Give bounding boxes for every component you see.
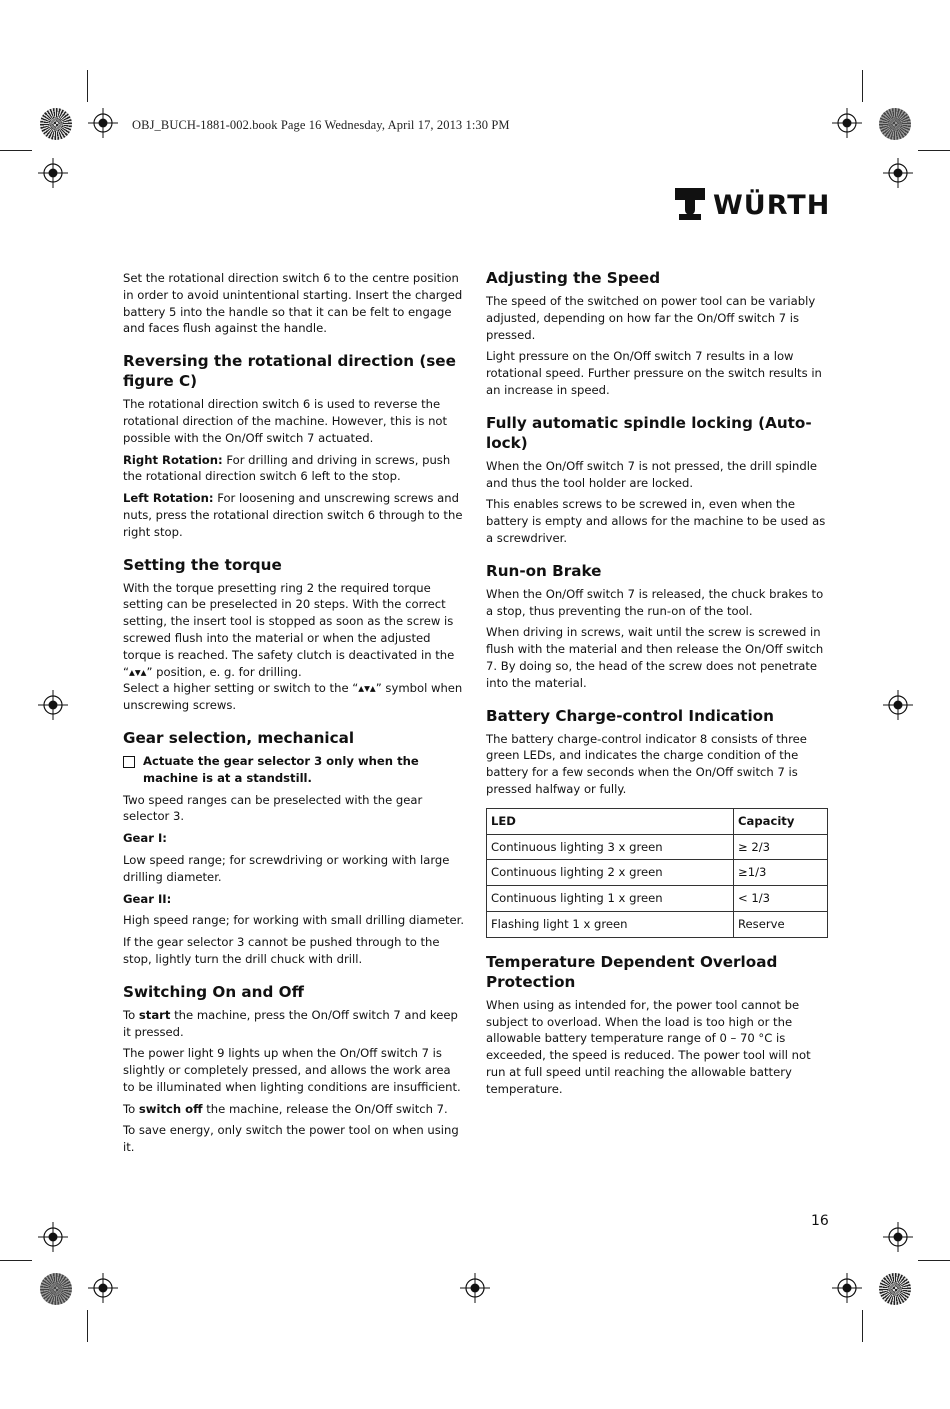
- right-rotation-label: Right Rotation:: [123, 452, 223, 467]
- section-title-reversing: Reversing the rotational direction (see figure C): [123, 352, 456, 391]
- battery-table: [486, 808, 828, 938]
- brand-wordmark: WÜRTH: [713, 189, 831, 221]
- start-keyword: start: [138, 1007, 171, 1022]
- table-cell: Continuous lighting 1 x green: [487, 886, 734, 912]
- torque-paragraph: With the torque presetting ring 2 the required torque setting can be preselected in 20 steps. With the correct setting, the insert tool is stopped as soon as the screw is screwed flush into the material or when the adjusted torque is reached. The safety clutch is deactivated in the “▴▾▴” position, e. g. for drilling.: [123, 580, 455, 679]
- right-rotation-paragraph: [123, 452, 465, 486]
- crop-line: [862, 70, 863, 102]
- left-column: [123, 270, 465, 1161]
- registration-mark-icon: [832, 108, 862, 138]
- crop-line: [87, 70, 88, 102]
- registration-mark-icon: [460, 1273, 490, 1303]
- power-light-paragraph: The power light 9 lights up when the On/Off switch 7 is slightly or completely pressed, and allows the work area to be illuminated when lighting conditions are insufficient.: [123, 1046, 461, 1094]
- section-title-torque: Setting the torque: [123, 555, 282, 574]
- torque-paragraph-2: Select a higher setting or switch to the “▴▾▴” symbol when unscrewing screws.: [123, 681, 463, 713]
- registration-mark-icon: [38, 158, 68, 188]
- text-fragment: the machine, release the On/Off switch 7.: [202, 1101, 448, 1116]
- switch-off-paragraph: [123, 1101, 465, 1118]
- brake-paragraph-2: When driving in screws, wait until the screw is screwed in flush with the material and then release the On/Off switch 7. By doing so, the head of the screw does not penetrate into the material.: [486, 625, 824, 690]
- table-header: Capacity: [734, 808, 828, 834]
- switch-off-keyword: switch off: [138, 1101, 203, 1116]
- gear-paragraph-2: If the gear selector 3 cannot be pushed through to the stop, lightly turn the drill chuck with drill.: [123, 935, 440, 966]
- gear-paragraph: Two speed ranges can be preselected with the gear selector 3.: [123, 792, 423, 824]
- right-rotation-text: For drilling and driving in screws, push the rotational direction switch 6 left to the stop.: [123, 452, 451, 484]
- gear-2-text: High speed range; for working with small drilling diameter.: [123, 913, 465, 928]
- table-cell: < 1/3: [734, 886, 828, 912]
- wurth-logo-icon: [675, 188, 705, 222]
- table-row: [487, 911, 828, 937]
- registration-mark-icon: [38, 690, 68, 720]
- table-cell: Flashing light 1 x green: [487, 911, 734, 937]
- intro-paragraph: Set the rotational direction switch 6 to the centre position in order to avoid unintentional starting. Insert the charged battery 5 into the handle so that it can be felt to engage and faces flush against the handle.: [123, 271, 463, 336]
- crop-line: [918, 150, 950, 151]
- left-rotation-paragraph: [123, 490, 465, 540]
- starburst-mark-icon: [40, 1273, 72, 1305]
- gear-warning-text: Actuate the gear selector 3 only when the machine is at a standstill.: [143, 753, 419, 785]
- section-title-brake: Run-on Brake: [486, 561, 602, 580]
- registration-mark-icon: [38, 1222, 68, 1252]
- section-title-gear: Gear selection, mechanical: [123, 728, 355, 747]
- text-fragment: the machine, press the On/Off switch 7 and keep it pressed.: [123, 1007, 458, 1039]
- registration-mark-icon: [88, 1273, 118, 1303]
- registration-mark-icon: [883, 158, 913, 188]
- starburst-mark-icon: [879, 108, 911, 140]
- print-header: OBJ_BUCH-1881-002.book Page 16 Wednesday, April 17, 2013 1:30 PM: [132, 118, 510, 132]
- autolock-paragraph: When the On/Off switch 7 is not pressed, the drill spindle and thus the tool holder are locked.: [486, 458, 818, 490]
- crop-line: [862, 1310, 863, 1342]
- registration-mark-icon: [883, 690, 913, 720]
- table-cell: ≥ 2/3: [734, 834, 828, 860]
- crop-line: [0, 1260, 32, 1261]
- gear-2-label: Gear II:: [123, 891, 172, 906]
- section-title-autolock: Fully automatic spindle locking (Auto-lock): [486, 413, 812, 452]
- overload-paragraph: When using as intended for, the power tool cannot be subject to overload. When the load is too high or the allowable battery temperature range of 0 – 70 °C is exceeded, the speed is reduced. The power tool will not run at full speed until reaching the allowable battery temperature.: [486, 997, 811, 1096]
- table-header-row: [487, 808, 828, 834]
- section-title-battery: Battery Charge-control Indication: [486, 706, 774, 725]
- battery-paragraph: The battery charge-control indicator 8 consists of three green LEDs, and indicates the charge condition of the battery for a few seconds when the On/Off switch 7 is pressed halfway or fully.: [486, 731, 807, 796]
- table-row: [487, 886, 828, 912]
- right-column: [486, 268, 828, 1103]
- table-cell: Continuous lighting 3 x green: [487, 834, 734, 860]
- text-fragment: To: [123, 1007, 139, 1022]
- table-cell: ≥1/3: [734, 860, 828, 886]
- starburst-mark-icon: [879, 1273, 911, 1305]
- switch-on-paragraph: [123, 1007, 465, 1041]
- table-row: [487, 860, 828, 886]
- left-rotation-text: For loosening and unscrewing screws and nuts, press the rotational direction switch 6 through to the right stop.: [123, 491, 463, 539]
- speed-paragraph-2: Light pressure on the On/Off switch 7 results in a low rotational speed. Further pressure on the switch results in an increase in speed.: [486, 349, 822, 397]
- starburst-mark-icon: [40, 108, 72, 140]
- speed-paragraph: The speed of the switched on power tool can be variably adjusted, depending on how far the On/Off switch 7 is pressed.: [486, 294, 816, 342]
- table-row: [487, 834, 828, 860]
- gear-1-label: Gear I:: [123, 831, 167, 846]
- registration-mark-icon: [832, 1273, 862, 1303]
- gear-1-text: Low speed range; for screwdriving or working with large drilling diameter.: [123, 852, 450, 884]
- brand-logo: [675, 188, 830, 222]
- section-title-speed: Adjusting the Speed: [486, 269, 661, 287]
- table-header: LED: [487, 808, 734, 834]
- autolock-paragraph-2: This enables screws to be screwed in, even when the battery is empty and allows for the machine to be used as a screwdriver.: [486, 497, 826, 545]
- reversing-paragraph: The rotational direction switch 6 is used to reverse the rotational direction of the machine. However, this is not possible with the On/Off switch 7 actuated.: [123, 397, 448, 445]
- section-title-switching: Switching On and Off: [123, 982, 304, 1001]
- save-energy-paragraph: To save energy, only switch the power tool on when using it.: [123, 1123, 459, 1155]
- left-rotation-label: Left Rotation:: [123, 491, 214, 506]
- table-cell: Reserve: [734, 911, 828, 937]
- text-fragment: To: [123, 1101, 139, 1116]
- brake-paragraph: When the On/Off switch 7 is released, the chuck brakes to a stop, thus preventing the run-on of the tool.: [486, 586, 824, 618]
- crop-line: [918, 1260, 950, 1261]
- crop-line: [0, 150, 32, 151]
- checkbox-icon: [123, 756, 135, 768]
- section-title-overload: Temperature Dependent Overload Protection: [486, 952, 778, 991]
- registration-mark-icon: [883, 1222, 913, 1252]
- page-number: 16: [811, 1213, 829, 1229]
- crop-line: [87, 1310, 88, 1342]
- table-cell: Continuous lighting 2 x green: [487, 860, 734, 886]
- registration-mark-icon: [88, 108, 118, 138]
- gear-warning: [123, 753, 465, 787]
